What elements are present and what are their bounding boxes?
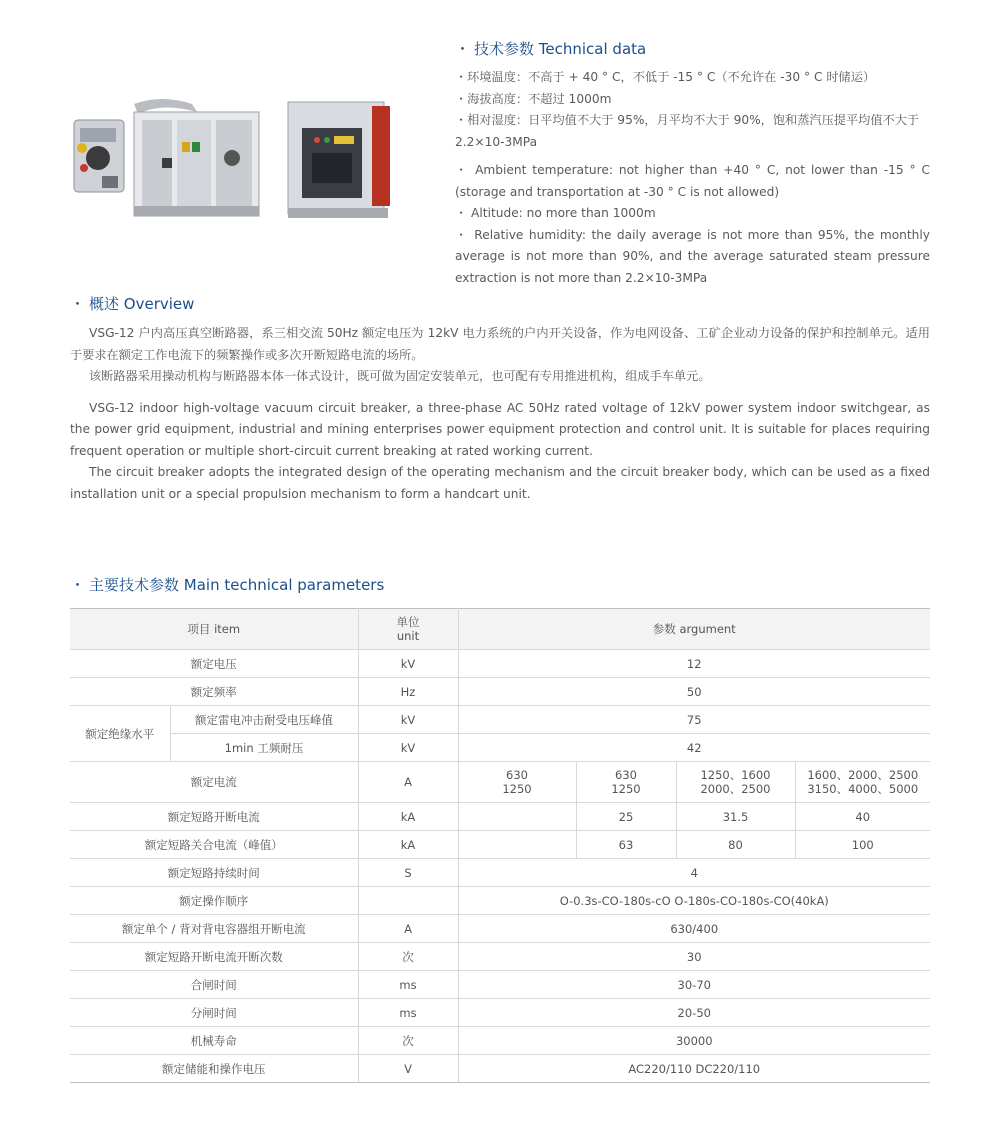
row-value: O-0.3s-CO-180s-cO O-180s-CO-180s-CO(40kA) <box>458 887 930 915</box>
row-unit: A <box>358 915 458 943</box>
parameters-heading <box>70 574 384 595</box>
tech-zh-temperature: ・环境温度：不高于 + 40 ° C，不低于 -15 ° C（不允许在 -30 ° C 时储运） <box>455 70 876 84</box>
row-value: 1600、2000、2500 3150、4000、5000 <box>795 762 930 803</box>
row-value: 630 1250 <box>576 762 676 803</box>
tech-en-temperature: ・ Ambient temperature: not higher than +40 ° C, not lower than -15 ° C (storage and transportation at -30 ° C is not allowed) <box>455 163 930 199</box>
overview-en-paragraph-1: VSG-12 indoor high-voltage vacuum circuit breaker, a three-phase AC 50Hz rated voltage of 12kV power system indoor switchgear, as the power grid equipment, industrial and mining enterprises power equipment protection and control unit. It is suitable for places requiring frequent operation or multiple short-circuit current breaking at rated working current. <box>70 400 930 458</box>
technical-data-heading <box>455 38 646 59</box>
row-label: 额定储能和操作电压 <box>70 1055 358 1083</box>
row-label: 额定短路关合电流（峰值） <box>70 831 358 859</box>
row-label: 额定雷电冲击耐受电压峰值 <box>170 706 358 734</box>
row-label: 额定单个 / 背对背电容器组开断电流 <box>70 915 358 943</box>
tech-zh-humidity: ・相对湿度：日平均值不大于 95%，月平均不大于 90%，饱和蒸汽压提平均值不大于 2.2×10-3MPa <box>455 113 920 149</box>
row-unit: kA <box>358 803 458 831</box>
table-row <box>70 887 930 915</box>
row-value: 42 <box>458 734 930 762</box>
technical-data-heading-text: 技术参数 Technical data <box>474 40 647 58</box>
header-unit: 单位 unit <box>358 609 458 650</box>
header-item: 项目 item <box>70 609 358 650</box>
table-header-row <box>70 609 930 650</box>
row-label: 额定电压 <box>70 650 358 678</box>
row-value-empty <box>458 831 576 859</box>
tech-zh-altitude: ・海拔高度：不超过 1000m <box>455 91 612 106</box>
row-value: 75 <box>458 706 930 734</box>
row-value: 30 <box>458 943 930 971</box>
breaker-front-image <box>288 102 390 218</box>
tech-en-altitude: ・ Altitude: no more than 1000m <box>455 206 656 220</box>
breaker-body-image <box>134 99 259 216</box>
row-label: 合闸时间 <box>70 971 358 999</box>
technical-data-list <box>455 67 930 289</box>
row-value: 20-50 <box>458 999 930 1027</box>
table-row <box>70 650 930 678</box>
row-value: 30-70 <box>458 971 930 999</box>
header-argument: 参数 argument <box>458 609 930 650</box>
row-unit: 次 <box>358 943 458 971</box>
row-value: 630 1250 <box>458 762 576 803</box>
heading-bullet: ・ <box>455 40 471 58</box>
row-unit: kA <box>358 831 458 859</box>
parameters-heading-text: 主要技术参数 Main technical parameters <box>89 576 385 594</box>
row-label: 机械寿命 <box>70 1027 358 1055</box>
row-value: 4 <box>458 859 930 887</box>
row-label: 额定短路开断电流 <box>70 803 358 831</box>
row-unit: ms <box>358 971 458 999</box>
row-label: 额定电流 <box>70 762 358 803</box>
table-row <box>70 943 930 971</box>
table-row <box>70 859 930 887</box>
table-row <box>70 803 930 831</box>
table-row <box>70 762 930 803</box>
row-value: AC220/110 DC220/110 <box>458 1055 930 1083</box>
row-value: 12 <box>458 650 930 678</box>
row-unit: A <box>358 762 458 803</box>
row-value: 40 <box>795 803 930 831</box>
row-value: 630/400 <box>458 915 930 943</box>
overview-zh-paragraph-2: 该断路器采用操动机构与断路器本体一体式设计，既可做为固定安装单元，也可配有专用推进机构，组成手车单元。 <box>89 369 711 383</box>
overview-body <box>70 323 930 505</box>
row-value: 80 <box>676 831 795 859</box>
table-row <box>70 1027 930 1055</box>
row-label: 1min 工频耐压 <box>170 734 358 762</box>
row-value: 1250、1600 2000、2500 <box>676 762 795 803</box>
row-value: 30000 <box>458 1027 930 1055</box>
table-row <box>70 706 930 734</box>
table-row <box>70 831 930 859</box>
row-unit <box>358 887 458 915</box>
heading-bullet: ・ <box>70 576 86 594</box>
table-row <box>70 999 930 1027</box>
row-value: 50 <box>458 678 930 706</box>
overview-heading-text: 概述 Overview <box>89 295 195 313</box>
row-unit: S <box>358 859 458 887</box>
operating-mechanism-image <box>74 120 124 192</box>
parameters-table <box>70 608 930 1083</box>
table-row <box>70 678 930 706</box>
row-value: 31.5 <box>676 803 795 831</box>
table-row <box>70 734 930 762</box>
row-group-label: 额定绝缘水平 <box>70 706 170 762</box>
row-unit: ms <box>358 999 458 1027</box>
overview-en-paragraph-2: The circuit breaker adopts the integrated design of the operating mechanism and the circuit breaker body, which can be used as a fixed installation unit or a special propulsion mechanism to form a handcart unit. <box>70 465 930 501</box>
tech-en-humidity: ・ Relative humidity: the daily average is not more than 95%, the monthly average is not more than 90%, and the average saturated steam pressure extraction is not more than 2.2×10-3MPa <box>455 227 930 285</box>
row-unit: 次 <box>358 1027 458 1055</box>
table-row <box>70 915 930 943</box>
row-value: 100 <box>795 831 930 859</box>
row-label: 分闸时间 <box>70 999 358 1027</box>
row-label: 额定操作顺序 <box>70 887 358 915</box>
overview-heading <box>70 293 194 314</box>
row-label: 额定频率 <box>70 678 358 706</box>
row-label: 额定短路持续时间 <box>70 859 358 887</box>
row-value: 63 <box>576 831 676 859</box>
row-unit: V <box>358 1055 458 1083</box>
row-value: 25 <box>576 803 676 831</box>
overview-zh-paragraph-1: VSG-12 户内高压真空断路器，系三相交流 50Hz 额定电压为 12kV 电力系统的户内开关设备，作为电网设备、工矿企业动力设备的保护和控制单元。适用于要求在额定工作电流下的频繁操作或多次开断短路电流的场所。 <box>70 326 930 362</box>
row-unit: Hz <box>358 678 458 706</box>
row-unit: kV <box>358 650 458 678</box>
table-row <box>70 1055 930 1083</box>
heading-bullet: ・ <box>70 295 86 313</box>
table-row <box>70 971 930 999</box>
row-value-empty <box>458 803 576 831</box>
row-label: 额定短路开断电流开断次数 <box>70 943 358 971</box>
row-unit: kV <box>358 734 458 762</box>
product-photo <box>72 98 402 223</box>
row-unit: kV <box>358 706 458 734</box>
